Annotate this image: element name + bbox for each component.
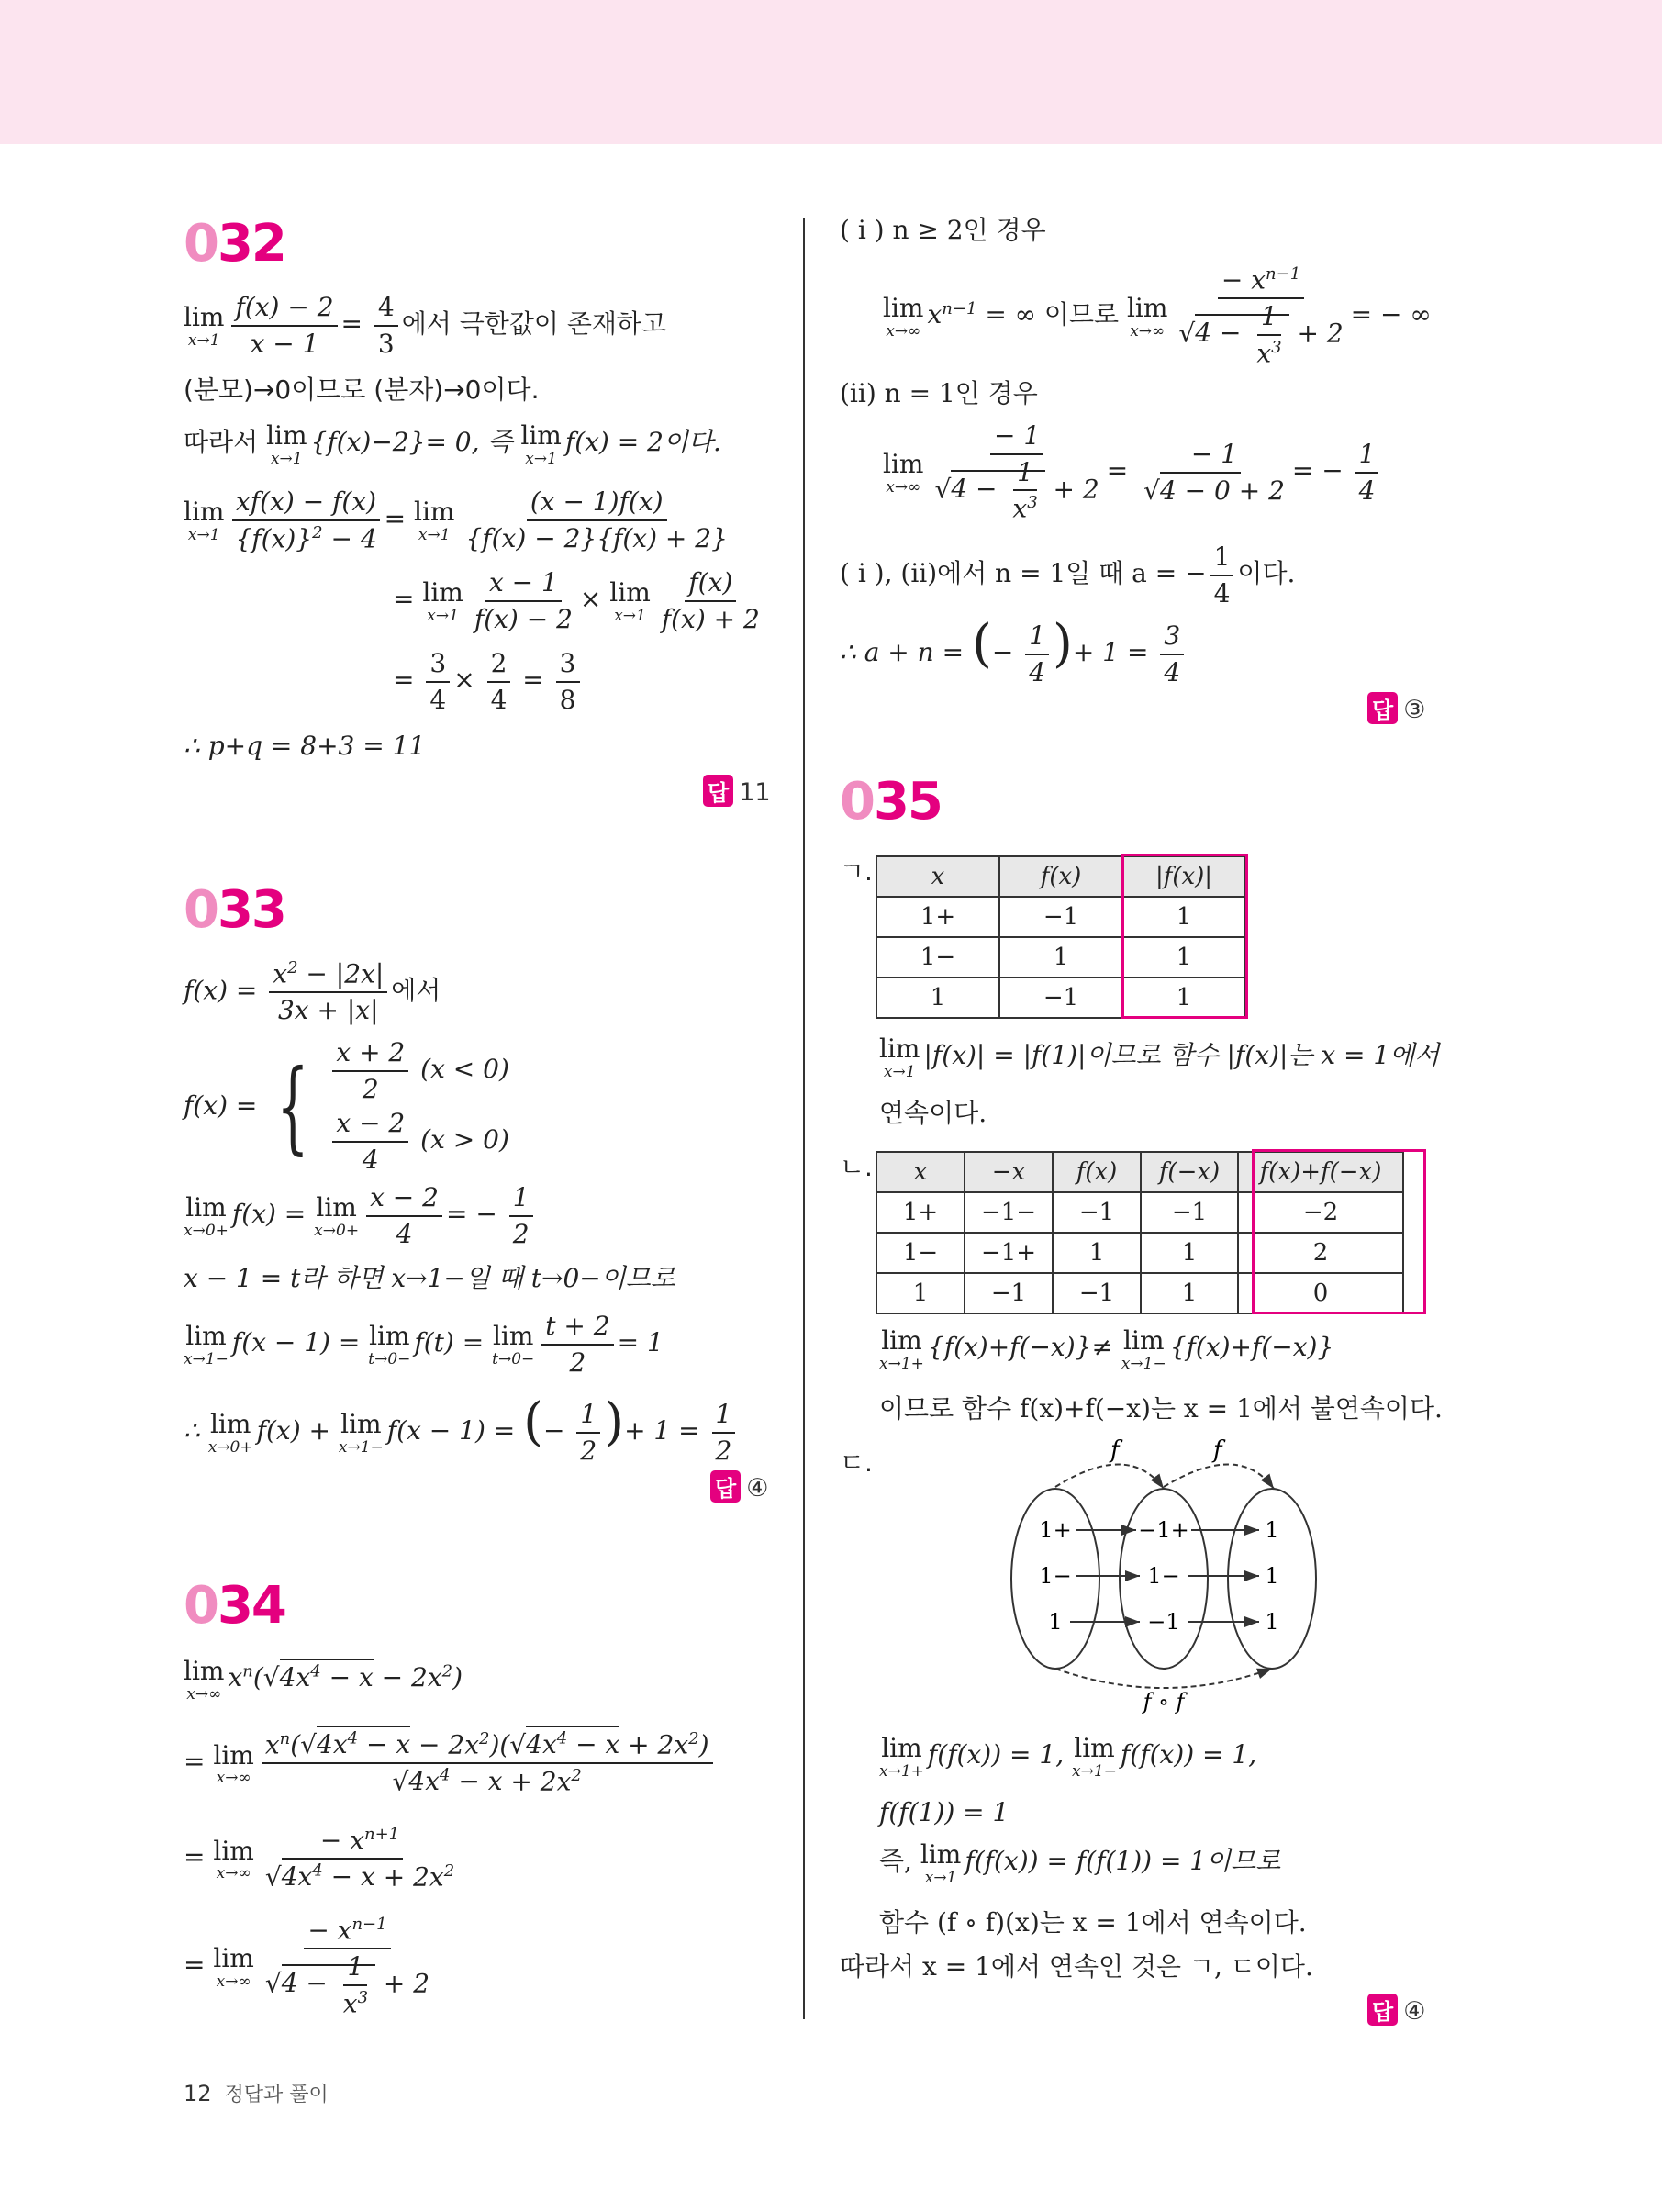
diagram-right-2: 1: [1265, 1609, 1279, 1635]
t1-cell: 1+: [876, 897, 999, 937]
arrow-composite: [1055, 1669, 1272, 1688]
p035-c-line5: 따라서 x = 1에서 연속인 것은 ㄱ, ㄷ이다.: [840, 1951, 1313, 1982]
t2-cell: −1: [1141, 1192, 1238, 1233]
p033-line4: x − 1 = t라 하면 x→1−일 때 t→0−이므로: [184, 1263, 675, 1293]
t1-cell: 1: [1122, 937, 1245, 978]
t2-h2: f(x): [1053, 1152, 1141, 1192]
t2-h3: f(−x): [1141, 1152, 1238, 1192]
p035-c-line1: lim x→1+ f(f(x)) = 1, lim x→1− f(f(x)) = 1,: [879, 1733, 1257, 1781]
p032-line1: lim x→1 $\frac{f(x) - 2}{x - 1}$ = $\frac{4}{3}$ 에서 극한값이 존재하고: [184, 292, 667, 359]
p034-case1-eq: lim x→∞ $x^{n-1}$ = ∞ 이므로 lim x→∞ − $x^{n-1}$ √4 − $\frac{1}{x^3}$ + 2 = − ∞: [883, 264, 1432, 368]
diagram-comp-label: f ∘ f: [1143, 1689, 1185, 1715]
value-table-2: [876, 1151, 1404, 1314]
p032-eq3: = $\frac{3}{4}$ × $\frac{2}{4}$ = $\frac{3}{8}$: [393, 648, 584, 715]
p032-line3: 따라서 lim x→1 {f(x)−2}= 0, 즉 lim x→1 f(x) = 2이다.: [184, 420, 721, 468]
arrow-f2: [1164, 1464, 1274, 1489]
problem-number-034: 034: [184, 1576, 285, 1636]
diagram-f2-label: f: [1213, 1436, 1222, 1464]
t1-cell: −1: [999, 897, 1122, 937]
mapping-diagram: [1000, 1432, 1340, 1726]
p032-answer: 답 11: [703, 775, 771, 807]
mark-giyeok: ㄱ.: [840, 856, 873, 887]
t2-h4: f(x)+f(−x): [1238, 1152, 1403, 1192]
diagram-right-0: 1: [1265, 1517, 1279, 1543]
p033-line5: lim x→1− f(x − 1) = lim t→0− f(t) = lim t→0− $\frac{t + 2}{2}$ = 1: [184, 1311, 664, 1378]
t2-h0: x: [876, 1152, 965, 1192]
p034-eq2: = lim x→∞ $\frac{x^n(√4x^4 - x - 2x^2)(√4x^4 - x + 2x^2)}{√4x^4 - x + 2x^2}$: [184, 1729, 717, 1797]
diagram-mid-0: −1+: [1138, 1517, 1189, 1543]
p035-answer: 답 ④: [1367, 1994, 1425, 2026]
mark-nieun: ㄴ.: [840, 1152, 873, 1182]
p035-b-text1: lim x→1+ {f(x)+f(−x)}≠ lim x→1− {f(x)+f(−x)}: [879, 1325, 1334, 1373]
arrow-f1: [1055, 1464, 1164, 1489]
p034-answer: 답 ③: [1367, 692, 1425, 724]
problem-number-032: 032: [184, 214, 285, 274]
diagram-left-0: 1+: [1039, 1517, 1072, 1543]
problem-number-035: 035: [840, 772, 942, 832]
t1-cell: 1: [999, 937, 1122, 978]
t1-cell: −1: [999, 978, 1122, 1018]
t2-cell: 1: [876, 1273, 965, 1313]
t2-cell: 2: [1238, 1233, 1403, 1273]
t2-cell: −1−: [965, 1192, 1053, 1233]
t1-h0: x: [876, 856, 999, 897]
p032-eq2: = lim x→1 $\frac{x - 1}{f(x) - 2}$ × lim x→1 $\frac{f(x)}{f(x) + 2}$: [393, 567, 760, 634]
top-banner: [0, 0, 1662, 144]
page-footer: [184, 2079, 329, 2107]
diagram-left-2: 1: [1048, 1609, 1063, 1635]
p035-c-line2: f(f(1)) = 1: [879, 1797, 1009, 1827]
p033-line3: lim x→0+ f(x) = lim x→0+ $\frac{x - 2}{4}$ = − $\frac{1}{2}$: [184, 1182, 537, 1249]
page-number: 12: [184, 2081, 212, 2106]
t2-cell: 1−: [876, 1233, 965, 1273]
t1-h2: |f(x)|: [1122, 856, 1245, 897]
p034-conclusion: ( i ), (ii)에서 n = 1일 때 a = − $\frac{1}{4}$ 이다.: [840, 542, 1296, 609]
p034-eq3: = lim x→∞ $\frac{- x^{n+1}}{√4x^4 - x + 2x^2}$: [184, 1825, 455, 1893]
t2-cell: 1: [1141, 1273, 1238, 1313]
column-divider: [803, 218, 805, 2019]
p032-result: ∴ p+q = 8+3 = 11: [184, 731, 426, 761]
t1-cell: 1: [876, 978, 999, 1018]
p034-case2: (ii) n = 1인 경우: [840, 378, 1038, 408]
p034-result: ∴ a + n = (− $\frac{1}{4}$ )+ 1 = $\frac{3}{4}$: [840, 613, 1188, 687]
diagram-left-1: 1−: [1039, 1563, 1072, 1589]
p034-case2-eq: lim x→∞ − 1 √4 − $\frac{1}{x^3}$ + 2 = $\frac{- 1}{√4 - 0 + 2}$ = − $\frac{1}{4}$: [883, 420, 1382, 524]
p035-a-text1: lim x→1 |f(x)| = |f(1)|이므로 함수 |f(x)|는 x = 1에서: [879, 1033, 1440, 1081]
problem-number-033: 033: [184, 880, 285, 940]
t1-cell: 1: [1122, 978, 1245, 1018]
t2-h1: −x: [965, 1152, 1053, 1192]
mark-digeut: ㄷ.: [840, 1447, 873, 1478]
t2-cell: 1+: [876, 1192, 965, 1233]
t2-cell: −1+: [965, 1233, 1053, 1273]
p033-answer: 답 ④: [710, 1470, 768, 1503]
t2-cell: 1: [1141, 1233, 1238, 1273]
p034-eq1: lim x→∞ $x^n(√4x^4 - x - 2x^2)$: [184, 1656, 463, 1704]
diagram-right-1: 1: [1265, 1563, 1279, 1589]
diagram-mid-2: −1: [1147, 1609, 1180, 1635]
p032-eq1: lim x→1 $\frac{xf(x) - f(x)}{\{f(x)\}^2 - 4}$ = lim x→1 $\frac{(x - 1)f(x)}{\{f(x) - 2\}\{f(x) + 2\}}$: [184, 486, 728, 553]
t1-cell: 1: [1122, 897, 1245, 937]
p033-line1: f(x) = $\frac{x^2 - |2x|}{3x + |x|}$ 에서: [184, 958, 441, 1025]
value-table-1: [876, 855, 1246, 1019]
diagram-mid-1: 1−: [1147, 1563, 1180, 1589]
p034-eq4: = lim x→∞ − $x^{n-1}$ √4 − $\frac{1}{x^3}$ + 2: [184, 1915, 430, 2018]
p035-c-line3: 즉, lim x→1 f(f(x)) = f(f(1)) = 1이므로: [879, 1839, 1281, 1887]
t2-cell: −1: [965, 1273, 1053, 1313]
diagram-f1-label: f: [1110, 1436, 1120, 1464]
footer-label: 정답과 풀이: [224, 2084, 329, 2106]
t2-cell: −2: [1238, 1192, 1403, 1233]
t2-cell: 0: [1238, 1273, 1403, 1313]
t2-cell: −1: [1053, 1273, 1141, 1313]
t2-cell: 1: [1053, 1233, 1141, 1273]
t2-cell: −1: [1053, 1192, 1141, 1233]
p032-line2: (분모)→0이므로 (분자)→0이다.: [184, 374, 540, 405]
p033-piecewise: f(x) = { $\frac{x + 2}{2}$ (x < 0) $\frac{x - 2}{4}$ (x > 0): [184, 1037, 509, 1175]
t1-cell: 1−: [876, 937, 999, 978]
p035-c-line4: 함수 (f ∘ f)(x)는 x = 1에서 연속이다.: [879, 1907, 1307, 1938]
p035-b-text2: 이므로 함수 f(x)+f(−x)는 x = 1에서 불연속이다.: [879, 1393, 1443, 1424]
p033-line6: ∴ lim x→0+ f(x) + lim x→1− f(x − 1) = (− $\frac{1}{2}$ )+ 1 = $\frac{1}{2}$: [184, 1391, 739, 1466]
t1-h1: f(x): [999, 856, 1122, 897]
p034-case1: ( i ) n ≥ 2인 경우: [840, 215, 1046, 245]
p035-a-text2: 연속이다.: [879, 1098, 987, 1128]
